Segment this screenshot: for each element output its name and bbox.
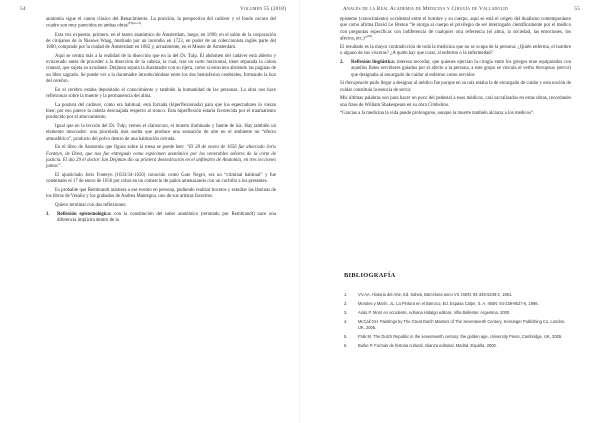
book-inscription-quote: “El 28 de enero de 1656 fue ahorcado Joris Fonteyn, de Diest, que nos fue entregado como espécimen anatómico por los venerables señores de la corte de justicia. El día 29 el doctor Jan Deijman dio su primera demostración en el anfiteatro de Anatomía, en tres lecciones juntas”	[46, 145, 277, 170]
left-running-title: Volumen 55 (2018)	[240, 6, 286, 12]
footnote-ref: (29)	[366, 33, 373, 38]
right-text-column	[340, 17, 571, 120]
reference-text: Ariás P. Morir en occidente, Adriana Hidalgo editora, Villa Ballester, Argentina, 2000.	[358, 310, 511, 316]
paragraph: Es probable que Rembrandt asistiera a ese evento en persona, pudiendo realizar bocetos y estudiar las láminas de los libros de Vesalio y los grabados de Andrea Mantegna, uno de sus artistas favoritos.	[46, 187, 276, 200]
paragraph: Igual que en la lección del Dr. Tulp, vemos el claroscuro, el muerto iluminado y fuente de luz. Hay también un elemento innovador: una pincelada más suelta que produce una sensación de aire en el ambiente un “efecto atmosférico”, producto del polvo dentro de una habitación cerrada.	[46, 124, 276, 142]
greek-term: therapeuo	[535, 66, 556, 72]
list-number: 2.	[340, 60, 344, 66]
reflection-title: Reflexión epistemológica:	[57, 211, 112, 217]
reference-number: 6.	[344, 342, 348, 348]
reference-text: McCall GH. Paintings by The Great Dutch Masters of The Seventeenth Century, Kessinger Publishing Co, London, UK, 2005.	[358, 319, 566, 330]
reflection-list	[46, 212, 276, 225]
paragraph: episteme (conocimiento) occidental entre el hombre y su cuerpo, aquí se está el origen del dualismo contemporáneo que como afirma David Le Breton “le otorga al cuerpo el privilegio de ser interrogado científicamente por el médico con preguntas específicas con indiferencia de cualquier otra referencia (el alma, la sociedad, las emociones, los afectos, etc.)”$^{(29)}$.	[340, 17, 571, 42]
paragraph: La postura del cadáver, como era habitual, está forzada (hiperflexionada) para que los espectadores lo vieran bien; por eso parece la cabeza descuajada respecto al tronco. Esta hiperflexión estaría favorecida por el traumatismo producido por el ahorcamiento.	[46, 102, 276, 121]
left-text-column	[46, 17, 276, 227]
list-item: 2. Reflexión lingüística: interesa recordar, que quienes ejercían la cirugía entre los griegos eran equiparados con aquellos fieles servidores guiados por el afecto a la persona, a este grupo se vincula el verbo therapeuo (servir) que designaba al encargado de cuidar al enfermo como servidor.	[340, 60, 571, 78]
reference-text: VV.AA. Historia del Arte, Ed. Salvat, Barcelona tomo VII. ISBN: 84-345-5249-2, 1981.	[358, 292, 513, 297]
paragraph: Esta vez expuesto, primero, en el teatro anatómico de Ámsterdam, luego, en 1690, en el salón de la corporación de cirujanos de la Nieuwe Waag, mutilado por un incendio en 1723, en poder de un coleccionista inglés parte del 1800, comprado por la ciudad de Ámsterdam en 1882 y, actualmente, en el Museo de Ámsterdam.	[46, 32, 276, 51]
bibliography-list	[344, 292, 572, 352]
paragraph: El ajusticiado Joris Fonteyn (1633/34-1656) conocido como Gato Negro, era un “criminal habitual” y fue condenado el 17 de enero de 1656 por robar en un comercio de paños amenazando con un cuchillo a los presentes.	[46, 172, 276, 185]
reference-text: Burke P. Formas de historia cultural, Alianza editorial, Madrid, España, 2000.	[358, 342, 497, 348]
reference-text: Morales y Marín, JL. La Pintura en el Barroco, Ed. Espasa Calpe, S. A. ISBN: 84-239-8627-6, 1998.	[358, 301, 539, 307]
reference-number: 5.	[344, 333, 348, 339]
paragraph-quote: En el libro de Anatomía que figura sobre la mesa se puede leer: “El 28 de enero de 1656 fue ahorcado Joris Fonteyn, de Diest, que nos fue entregado como espécimen anatómico por los venerables señores de la corte de justicia. El día 29 el doctor Jan Deijman dio su primera demostración en el anfiteatro de Anatomía, en tres lecciones juntas”.	[46, 145, 277, 170]
list-number: 1.	[46, 211, 50, 217]
reflection-list	[340, 60, 571, 79]
work-title: Cimbelino	[427, 102, 449, 108]
footnote-ref: (Figura 4)	[127, 21, 142, 26]
paragraph: En el cerebro estaba depositado el conocimiento y también la humanidad de las personas. La obra nos hace reflexionar sobre la muerte y la permanencia del alma.	[46, 87, 276, 100]
bibliography-item	[344, 310, 572, 316]
reference-number: 1.	[344, 292, 348, 297]
paragraph: Aquí se centra más a la realidad de la disección que en la del Dr. Tulp. El abdomen del cadáver está abierto y eviscerado antes de proceder a la disección de la cabeza, la cual, tras un corte horizontal, tiene separada la calota craneal, que sujeta su ayudante. Deijman separa la duramadre con su tijera, como si estuviera abriendo las páginas de un libro sagrado. Se puede ver a la duramadre introduciéndose entre los dos hemisferios cerebrales, formando la hoz del cerebro.	[46, 53, 276, 85]
reference-number: 4.	[344, 319, 348, 325]
right-page	[300, 0, 600, 423]
list-item: 1. Reflexión epistemológica: con la constitución del saber anatómico (retratado por Rembrandt) nace una diferencia implícita dentro de la	[46, 211, 276, 223]
bibliography-item	[344, 292, 572, 298]
bibliography-item	[344, 343, 572, 349]
left-page-number: 54	[20, 6, 26, 12]
right-page-number: 55	[574, 6, 580, 12]
greek-term: therapeuein	[345, 81, 369, 87]
bibliography-item	[344, 334, 572, 340]
right-running-title: Anales de la Real Academia de Medicina y Cirugía de Valladolid	[343, 6, 508, 12]
reflection-title: Reflexión lingüística:	[351, 60, 396, 66]
paragraph: anatomía sigue el canon clásico del Renacimiento. La posición, la perspectiva del cadáver y el fondo oscuro del cuadro son muy parecidos en ambas obras$^{(Figura 4)}$.	[46, 17, 276, 29]
paragraph: Si therapeuein pudo llegar a designar al médico fue porque en su raíz estaba la de encargado de cuidar y esta noción de cuidar constituía la esencia de servir.	[340, 81, 571, 93]
paragraph: Quiero terminar con dos reflexiones:	[55, 202, 127, 208]
bibliography-item	[344, 301, 572, 307]
closing-quote: “Gracias a la medicina la vida puede prolongarse, aunque la muerte también alcanza a los médicos”.	[340, 111, 535, 117]
bibliography-heading: BIBLIOGRAFÍA	[344, 272, 396, 279]
reference-text: Prak M. The Dutch Republic in the seventeenth century: the golden age, University Press, Cambridge, UK, 2005.	[358, 333, 563, 339]
paragraph: Mis últimas palabras son para hacer un poco del pedestal a esos médicos, casi sacralizados en estas obras, recordando una frase de William Shakespeare en su obra Cimbelino.	[340, 96, 571, 108]
paragraph: El resultado es la mayor contradicción de toda la medicina que no se ocupa de la persona: ¿Quién enferma, el hombre o alguno de sus vísceras? ¿A quién hay que curar, al enfermo o la enfermedad?	[340, 45, 571, 57]
reference-number: 3.	[344, 310, 348, 316]
bibliography-item	[344, 319, 572, 330]
reference-number: 2.	[344, 301, 348, 307]
